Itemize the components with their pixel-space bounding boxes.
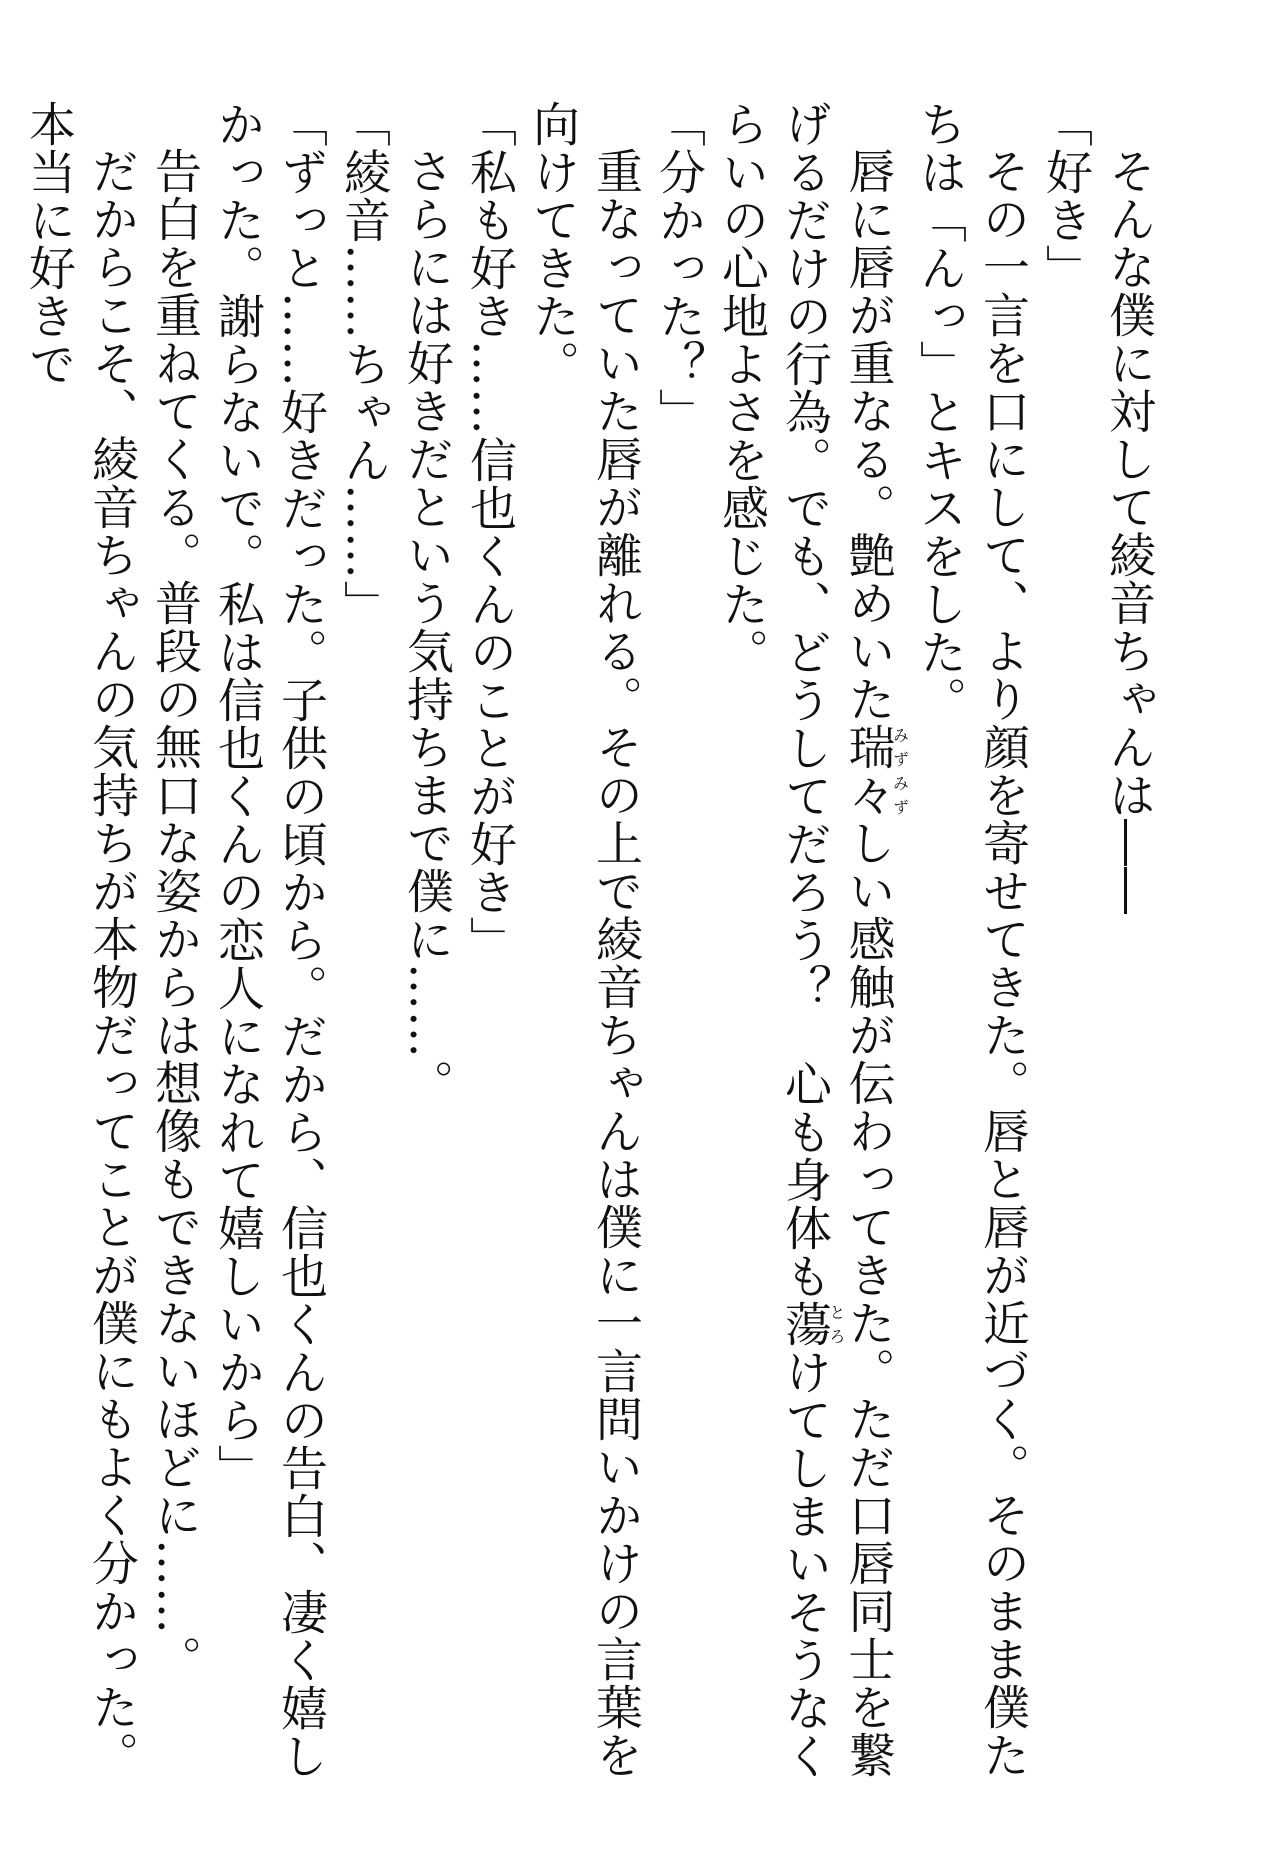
paragraph-5: 「分かった？」: [651, 100, 706, 436]
paragraph-2: 「好き」: [1038, 100, 1093, 292]
paragraph-4-end: けてしまいそうなくらいの心地よさを感じた。: [714, 100, 832, 1780]
ruby-mizumizu: [840, 723, 910, 819]
paragraph-4-start: 唇に唇が重なる。艶めいた: [840, 147, 896, 723]
ruby-toro: [777, 1300, 846, 1348]
paragraph-11: 告白を重ねてくる。普段の無口な姿からは想像もできないほどに……。: [147, 147, 202, 1683]
vertical-text-body: [17, 100, 1160, 1780]
paragraph-10: 「ずっと……好きだった。子供の頃から。だから、信也くんの告白、凄く嬉しかった。謝らないで。私は信也くんの恋人になれて嬉しいから」: [210, 100, 328, 1780]
paragraph-12: だからこそ、綾音ちゃんの気持ちが本物だってことが僕にもよく分かった。本当に好きで: [21, 100, 139, 1779]
paragraph-9: 「綾音……ちゃん……」: [336, 100, 391, 628]
paragraph-3: その一言を口にして、より顔を寄せてきた。唇と唇が近づく。そのまま僕たちは「んっ」とキスをした。: [912, 100, 1030, 1779]
ruby-reading-toro: とろ: [827, 1300, 846, 1348]
paragraph-6: 重なっていた唇が離れる。その上で綾音ちゃんは僕に一言問いかけの言葉を向けてきた。: [525, 100, 643, 1779]
paragraph-8: さらには好きだという気持ちまで僕に……。: [399, 147, 454, 1107]
paragraph-4-middle-2: 心も身体も: [777, 1060, 832, 1300]
paragraph-4: [710, 100, 908, 1780]
ruby-reading-mizumizu: みずみず: [890, 723, 910, 819]
ruby-base-mizumizu: 瑞々: [840, 723, 896, 819]
paragraph-7: 「私も好き……信也くんのことが好き」: [462, 100, 517, 964]
paragraph-4-middle: しい感触が伝わってきた。ただ口唇同士を繋げるだけの行為。でも、どうしてだろう？: [777, 100, 896, 1779]
paragraph-1: そんな僕に対して綾音ちゃんは――: [1101, 147, 1156, 915]
ruby-base-toro: 蕩: [777, 1300, 832, 1348]
